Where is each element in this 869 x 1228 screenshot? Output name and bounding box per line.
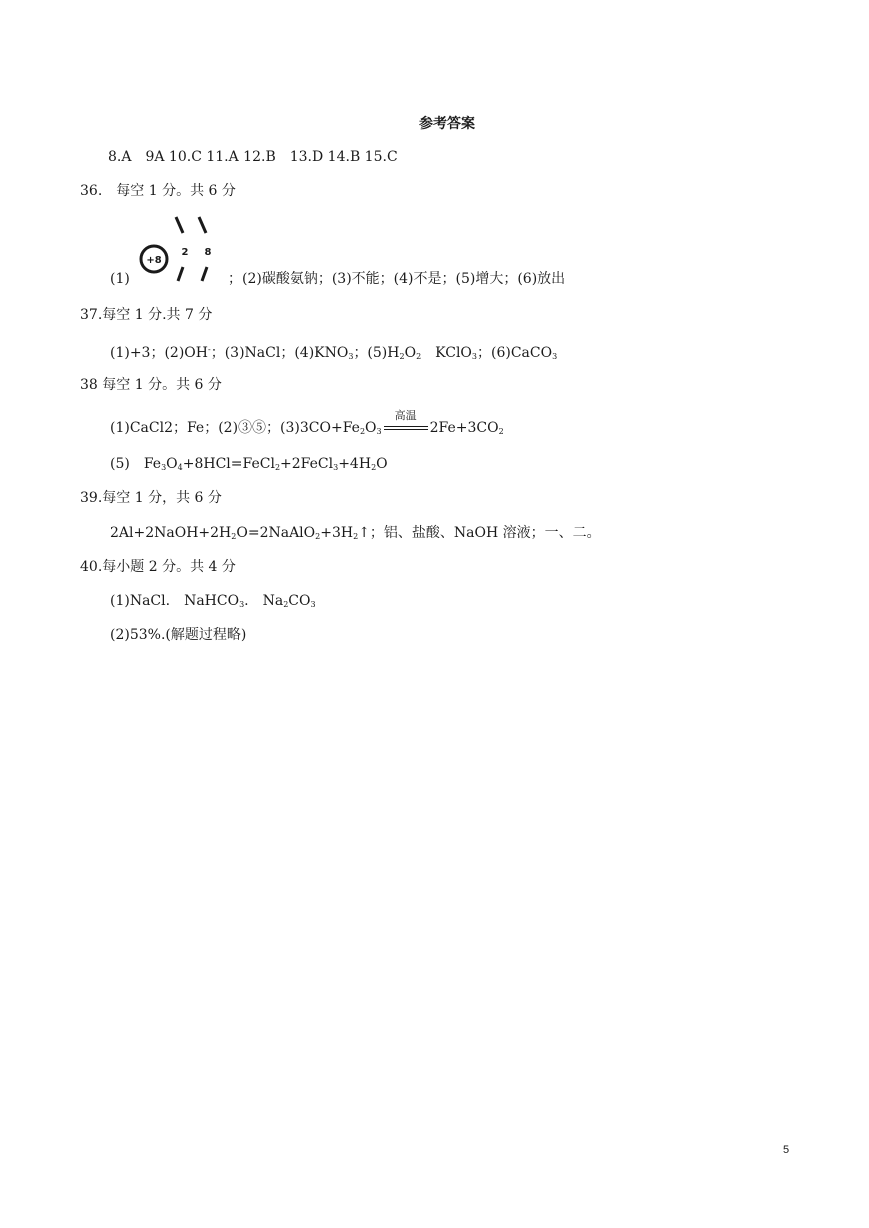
inner-shell-arc-top	[176, 217, 183, 233]
q39-header: 39.每空 1 分，共 6 分	[80, 490, 222, 506]
q38-answers-line1: (1)CaCl2；Fe；(2)③⑤；$(3)3CO+Fe_2O_3$ 高温 $2Fe+3CO_2$	[110, 409, 504, 436]
outer-shell-electrons: 8	[204, 247, 212, 258]
q36-answers: ；(2)碳酸氨钠；(3)不能；(4)不是；(5)增大；(6)放出	[228, 271, 566, 287]
nucleus-charge: +8	[146, 255, 162, 266]
q40-answers-line2: (2)53%.(解题过程略)	[110, 627, 247, 643]
q38-answers-line2: (5) $Fe_3O_4+8HCl=FeCl_2+2FeCl_3+4H_2O$	[110, 456, 388, 472]
q39-answers: $2Al+2NaOH+2H_2O=2NaAlO_2+3H_2↑$；铝、盐酸、NaOH 溶液；一、二。	[110, 525, 601, 541]
q40-answers-line1: (1)NaCl. NaHCO$_3$. $Na_2CO_3$	[110, 593, 316, 609]
atom-structure-diagram	[138, 215, 218, 287]
inner-shell-electrons: 2	[181, 247, 189, 258]
q37-answers: (1)+3；(2)OH-；(3)NaCl；$(4)KNO_3$；$(5)H_2O_2$ KClO$_3$；(6)CaCO$_3$	[110, 345, 558, 361]
inner-shell-arc-bottom	[178, 267, 183, 281]
page-number: 5	[783, 1144, 790, 1156]
reaction-arrow	[382, 409, 430, 437]
q36-prefix: (1)	[110, 271, 130, 287]
q36-header: 36. 每空 1 分。共 6 分	[80, 183, 236, 199]
q38-header: 38 每空 1 分。共 6 分	[80, 377, 222, 393]
answer-title: 参考答案	[419, 116, 475, 132]
reaction-condition: 高温	[394, 409, 417, 422]
outer-shell-arc-top	[199, 217, 206, 233]
outer-shell-arc-bottom	[202, 267, 207, 281]
choice-answers: 8.A 9A 10.C 11.A 12.B 13.D 14.B 15.C	[108, 149, 398, 165]
q40-header: 40.每小题 2 分。共 4 分	[80, 559, 236, 575]
q37-header: 37.每空 1 分.共 7 分	[80, 307, 213, 323]
